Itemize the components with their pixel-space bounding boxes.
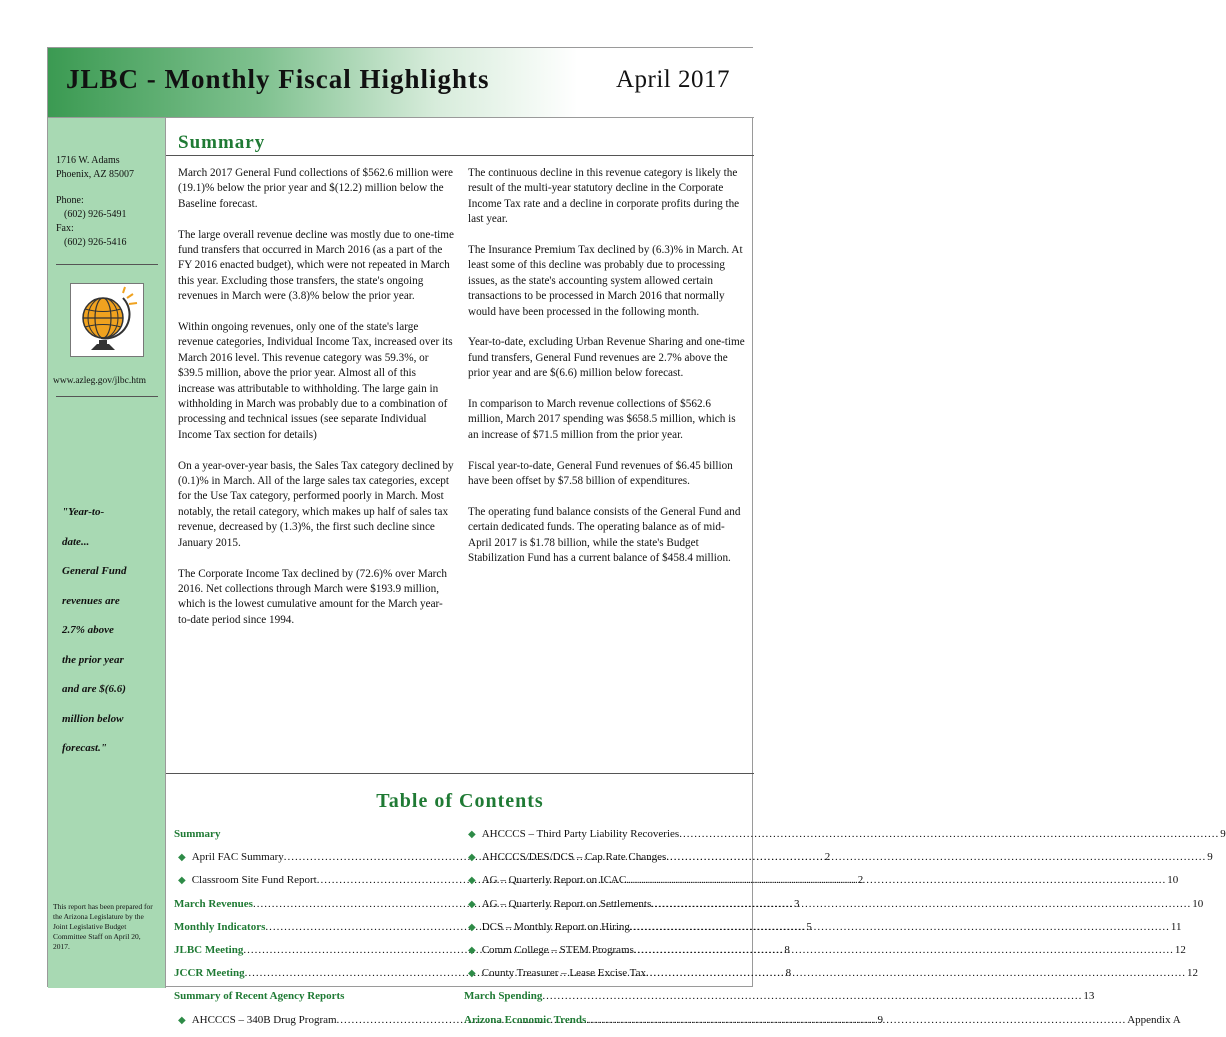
toc-entry[interactable] (464, 1013, 1181, 1037)
summary-paragraph: Within ongoing revenues, only one of the state's large revenue categories, Individual Income Tax, increased over its March 2016 level. This revenue category was 59.3%, or $39.5 million, above the prior year. Almost all of this increase was attributable to withholding. The large gain in withholding in March was probably due to a combination of processing and technical issues (see separate Individual Income Tax section for details) (178, 321, 453, 441)
newsletter-page (47, 47, 1226, 1026)
toc-entry[interactable] (464, 920, 1182, 944)
toc-entry-page: 9 (877, 1013, 884, 1026)
phone-label: Phone: (56, 195, 84, 206)
toc-leader (679, 828, 1219, 840)
toc-entry-label: AHCCCS – Third Party Liability Recoveries (481, 828, 680, 840)
toc-entry-label: March Spending (464, 990, 543, 1003)
quote-line: General Fund (62, 565, 127, 577)
fax-number: (602) 926-5416 (64, 237, 127, 248)
toc-entry[interactable] (464, 851, 1213, 874)
toc-entry-label: AHCCCS – 340B Drug Program (191, 1013, 337, 1026)
address-line: Phoenix, AZ 85007 (56, 169, 135, 180)
summary-paragraph: Fiscal year-to-date, General Fund revenues of $6.45 billion have been offset by $7.58 billion of expenditures. (468, 459, 733, 488)
toc-entry-label: Summary (174, 828, 221, 840)
toc-entry-label: County Treasurer – Lease Excise Tax (481, 967, 646, 980)
bullet-icon: ◆ (468, 921, 476, 933)
divider (56, 264, 158, 265)
summary-paragraph: On a year-over-year basis, the Sales Tax category declined by (0.1)% in March. All of the large sales tax categories, except for the Use Tax category, performed poorly in March. Most notably, the retail category, which makes up half of sales tax revenue, decreased by (1.3)%, the first such decline since January 2015. (178, 459, 454, 549)
toc-entry-page: 11 (1170, 920, 1182, 933)
summary-paragraph: The Corporate Income Tax declined by (72.6)% over March 2016. Net collections through March were $193.9 million, which is the lowest cumulative amount for the March year-to-date period since 1994. (178, 567, 447, 626)
bullet-icon: ◆ (178, 852, 186, 864)
bullet-icon: ◆ (468, 829, 476, 840)
quote-line: revenues are (62, 594, 120, 607)
summary-column-right (468, 166, 746, 582)
sidebar (48, 118, 166, 988)
toc-entry-label: DCS – Monthly Report on Hiring (481, 920, 630, 933)
toc-entry[interactable] (464, 828, 1226, 851)
quote-line: date... (62, 535, 90, 548)
divider (166, 155, 754, 156)
summary-paragraph: In comparison to March revenue collections of $562.6 million, March 2017 spending was $658.5 million, which is an increase of $71.5 million from the prior year. (468, 398, 736, 441)
toc-leader (634, 944, 1174, 956)
toc-entry-page: 8 (785, 967, 792, 980)
globe-icon (71, 284, 145, 358)
toc-entry-page: 3 (793, 897, 800, 910)
toc-leader (626, 874, 1166, 886)
toc-column-right (464, 828, 1226, 1037)
toc-entry-page: 9 (1220, 828, 1226, 840)
divider (56, 396, 158, 397)
summary-paragraph: Year-to-date, excluding Urban Revenue Sharing and one-time fund transfers, General Fund revenues are 2.7% above the prior year and are $(6.6) million below forecast. (468, 336, 745, 380)
toc-entry[interactable] (464, 990, 1095, 1013)
toc-entry-label: JCCR Meeting (174, 967, 245, 980)
toc-leader (651, 898, 1191, 910)
toc-entry[interactable] (174, 828, 452, 851)
toc-leader (630, 921, 1170, 933)
quote-line: and are $(6.6) (62, 683, 126, 695)
toc-leader (666, 851, 1206, 863)
main-content (166, 118, 1226, 1026)
toc-entry-label: Monthly Indicators (174, 920, 266, 933)
toc-entry-label: AG – Quarterly Report on Settlements (481, 897, 652, 910)
toc-leader (542, 990, 1082, 1002)
bullet-icon: ◆ (468, 968, 476, 980)
phone-number: (602) 926-5491 (64, 209, 127, 220)
bullet-icon: ◆ (178, 875, 186, 887)
toc-entry-label: AG – Quarterly Report on ICAC (481, 874, 627, 887)
divider (166, 773, 754, 774)
quote-line: forecast." (62, 742, 107, 754)
website-link[interactable]: www.azleg.gov/jlbc.htm (53, 376, 147, 386)
toc-entry[interactable] (464, 874, 1179, 897)
toc-entry-page: 10 (1192, 897, 1204, 910)
toc-leader (586, 1014, 1126, 1026)
toc-entry-label: Classroom Site Fund Report (191, 874, 317, 887)
summary-paragraph: The large overall revenue decline was mostly due to one-time fund transfers that occurred in March 2016 (as a part of the FY 2016 enacted budget), which were not repeated in March this year. Excluding those transfers, the state's ongoing revenues in March were (3.8)% below the prior year. (178, 228, 454, 303)
toc-entry-label: Comm College – STEM Programs (481, 943, 634, 956)
summary-paragraph: The continuous decline in this revenue category is likely the result of the multi-year statutory decline in the Corporate Income Tax rate and a decline in corporate profits during the last year. (468, 167, 740, 226)
section-title-toc: Table of Contents (376, 790, 544, 812)
section-title-summary: Summary (178, 132, 266, 153)
toc-entry[interactable] (464, 967, 1198, 990)
toc-entry-label: JLBC Meeting (174, 943, 244, 956)
toc-entry-label: March Revenues (174, 897, 253, 910)
quote-line: "Year-to- (62, 506, 105, 518)
newsletter-title: JLBC - Monthly Fiscal Highlights (66, 64, 490, 94)
jlbc-logo (70, 283, 144, 357)
bullet-icon: ◆ (468, 852, 476, 864)
summary-paragraph: The Insurance Premium Tax declined by (6.3)% in March. At least some of this decline was probably due to processing issues, as the state's accounting system allowed certain transactions to be processed in March 2016 that normally would have been processed in the following month. (468, 244, 743, 318)
toc-entry-page: 10 (1167, 874, 1179, 887)
bullet-icon: ◆ (468, 944, 476, 956)
toc-entry[interactable] (174, 990, 452, 1013)
toc-entry-page: 2 (857, 874, 864, 887)
toc-entry-label: AHCCCS/DES/DCS – Cap Rate Changes (481, 851, 667, 864)
summary-paragraph: March 2017 General Fund collections of $562.6 million were (19.1)% below the prior year and $(12.2) million below the Baseline forecast. (178, 167, 453, 210)
toc-entry-page: Appendix A (1127, 1013, 1181, 1026)
pull-quote (62, 498, 162, 764)
toc-entry-page: 12 (1174, 943, 1186, 956)
toc-leader (646, 967, 1186, 979)
toc-entry-label: Arizona Economic Trends (464, 1013, 587, 1026)
toc-entry-page: 2 (824, 851, 831, 864)
toc-entry-page: 9 (1207, 851, 1213, 864)
summary-column-left (178, 166, 454, 644)
toc-entry[interactable] (464, 943, 1186, 967)
bullet-icon: ◆ (178, 1014, 186, 1026)
toc-entry-page: 5 (806, 920, 812, 933)
contact-block (56, 154, 134, 250)
toc-entry-label: April FAC Summary (191, 851, 284, 864)
summary-paragraph: The operating fund balance consists of the General Fund and certain dedicated funds. The operating balance as of mid-April 2017 is $1.78 billion, while the state's Budget Stabilization Fund has a current balance of $458.4 million. (468, 505, 741, 565)
toc-entry-page: 12 (1187, 967, 1198, 980)
quote-line: the prior year (62, 653, 124, 666)
toc-entry-page: 8 (784, 943, 790, 956)
preparation-note: This report has been prepared for the Arizona Legislature by the Joint Legislative Budget Committee Staff on April 20, 2017. (53, 902, 153, 951)
address-line: 1716 W. Adams (56, 155, 120, 166)
toc-entry-label: Summary of Recent Agency Reports (174, 990, 345, 1003)
toc-entry-page: 13 (1083, 990, 1095, 1003)
bullet-icon: ◆ (468, 875, 476, 887)
bullet-icon: ◆ (468, 898, 476, 910)
fax-label: Fax: (56, 223, 74, 234)
quote-line: 2.7% above (62, 624, 114, 636)
quote-line: million below (62, 712, 124, 725)
issue-date: April 2017 (615, 66, 730, 93)
toc-entry[interactable] (464, 897, 1204, 921)
masthead (48, 48, 754, 118)
